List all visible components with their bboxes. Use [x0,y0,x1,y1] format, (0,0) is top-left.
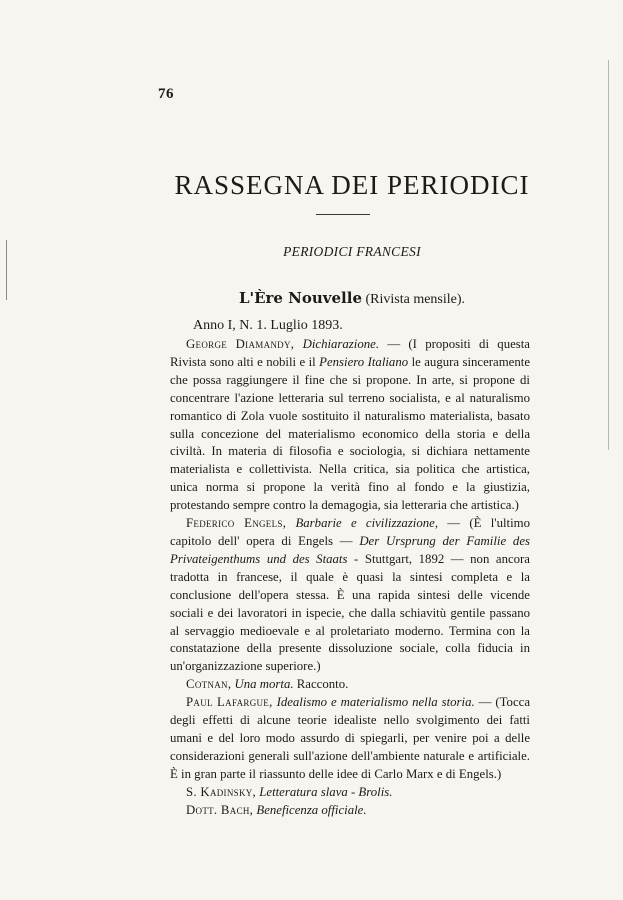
periodical-descriptor: (Rivista mensile). [365,292,466,307]
entry-title: Beneficenza officiale. [256,802,367,817]
entry-title: Letteratura slava - Brolis. [259,784,393,799]
entry-author: Cotnan, [186,677,232,692]
entry-cited-title: Der Ursprung der Familie des Privateigenthums und des Staats [170,533,530,566]
entry-author: S. Kadinsky, [186,784,257,799]
entry-title: Barbarie e civilizzazione, [295,516,439,531]
entries-list [170,336,530,819]
entry-author: Paul Lafargue, [186,695,273,710]
entry-text: — (È l'ultimo capitolo dell' opera di Engels — [170,516,530,548]
page-number: 76 [158,86,174,102]
page-title: RASSEGNA DEI PERIODICI [174,170,530,200]
entry-text: le augura sinceramente che possa raggiungere il fine che si propone. In arte, si propone di concentrare l'azione letteraria sul terreno socialista, e al naturalismo romantico di Zola vuole sostituito il naturalismo materialista, basato sulla concezione del materialismo economico della storia e della civiltà. In materia di filosofia e sociologia, si dichiara nettamente materialista e collettivista. Nella critica, sia politica che artistica, unica norma si propone la verità fino al fondo e la giustizia, protestando sempre contro la demagogia, sia letteraria che artistica.) [170,354,530,513]
periodical-heading [150,289,554,308]
entry-author: Federico Engels, [186,516,287,531]
entry [170,802,530,820]
entry-title: Una morta. [234,677,294,692]
entry [170,676,530,694]
entry-text: — (I propositi di questa Rivista sono alti e nobili e il [170,337,530,369]
entry-text: - Stuttgart, 1892 — non ancora tradotta in francese, il quale è quasi la sintesi completa e la conclusione dell'opera stessa. È una rapida sintesi delle vicende sociali e dei lavoratori in ispecie, che dalla schiavitù gentile passano al servaggio medioevale e al proletariato moderno. Termina con la constatazione della presente dissoluzione sociale, colla fiducia in un'organizzazione superiore.) [170,551,530,674]
title-divider [316,214,370,215]
entry-author: Dott. Bach, [186,802,254,817]
periodical-issue: Anno I, N. 1. Luglio 1893. [193,318,343,333]
entry [170,515,530,676]
entry-title: Idealismo e materialismo nella storia. [276,695,475,710]
scan-edge-left [6,240,7,300]
scan-edge-right [608,60,609,450]
entry-cited-title: Pensiero Italiano [319,354,409,369]
entry-text: — (Tocca degli effetti di alcune teorie idealiste nello svolgimento dei fatti umani e del loro modo assurdo di spiegarli, per venire poi a delle considerazioni generali sull'azione dell'ambiente naturale e artificiale. È in gran parte il riassunto delle idee di Carlo Marx e di Engels.) [170,695,530,781]
entry-text: Racconto. [293,677,349,692]
entry [170,694,530,784]
entry-title: Dichiarazione. [302,337,380,351]
entry [170,784,530,802]
section-title: PERIODICI FRANCESI [283,244,421,259]
entry [170,336,530,515]
entry-author: George Diamandy, [186,337,295,351]
periodical-name: L'Ère Nouvelle [238,289,362,307]
